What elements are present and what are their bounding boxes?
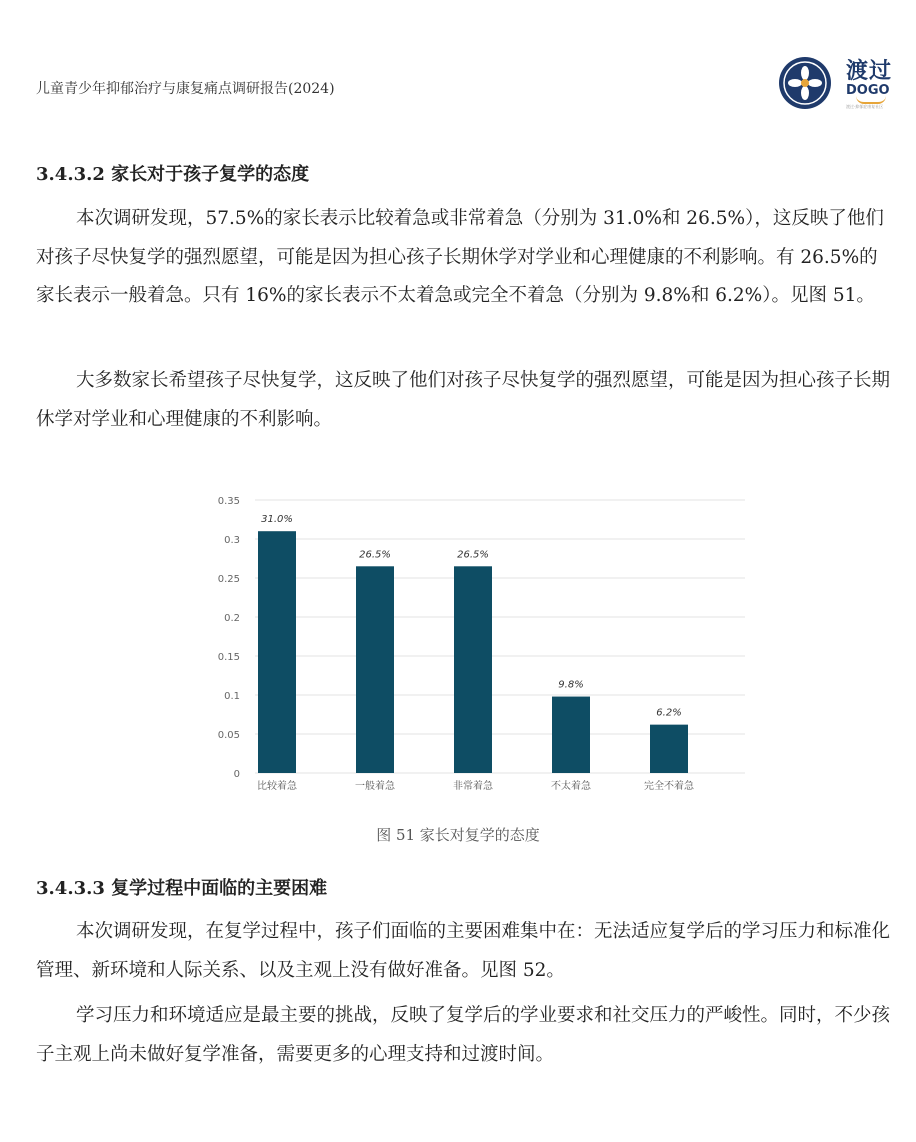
bar xyxy=(258,531,296,773)
y-tick-label: 0.25 xyxy=(217,574,240,585)
x-tick-label: 一般着急 xyxy=(355,781,395,792)
bar xyxy=(454,566,492,773)
logo-cn-text: 渡过 xyxy=(846,59,893,84)
paragraph-survey-findings: 本次调研发现，57.5%的家长表示比较着急或非常着急（分别为 31.0%和 26.5%），这反映了他们对孩子尽快复学的强烈愿望，可能是因为担心孩子长期休学对学业和心理健康的不利影响。有 26.5%的家长表示一般着急。只有 16%的家长表示不太着急或完全不着急（分别为 9.8%和 6.2%）。见图 51。 xyxy=(36,208,884,306)
chart-canvas xyxy=(160,465,750,810)
figure-caption: 图 51 家长对复学的态度 xyxy=(376,826,540,844)
y-tick-label: 0.15 xyxy=(217,652,240,663)
bar xyxy=(552,697,590,773)
bar xyxy=(650,725,688,773)
y-tick-label: 0.05 xyxy=(217,730,240,741)
y-tick-label: 0.1 xyxy=(224,691,240,702)
y-tick-label: 0.2 xyxy=(224,613,240,624)
paragraph-difficulties: 本次调研发现，在复学过程中，孩子们面临的主要困难集中在：无法适应复学后的学习压力和标准化管理、新环境和人际关系、以及主观上没有做好准备。见图 52。 xyxy=(36,921,891,981)
dogo-logo xyxy=(846,60,906,110)
logo-en-text: DOGO xyxy=(846,83,890,98)
section-heading-parent-attitude: 3.4.3.2 家长对于孩子复学的态度 xyxy=(36,164,310,185)
bar-value-label: 9.8% xyxy=(558,679,584,691)
bar xyxy=(356,566,394,773)
logo-tagline: 渡过·抑郁症康复社区 xyxy=(846,104,884,109)
y-tick-label: 0.3 xyxy=(224,535,240,546)
x-tick-label: 比较着急 xyxy=(257,781,297,792)
x-tick-label: 非常着急 xyxy=(453,781,493,792)
bar-value-label: 6.2% xyxy=(656,707,682,719)
bar-value-label: 26.5% xyxy=(359,549,391,561)
x-tick-label: 不太着急 xyxy=(551,781,591,792)
bar-chart xyxy=(160,465,750,810)
dogo-emblem-icon xyxy=(778,56,832,110)
bar-value-label: 26.5% xyxy=(457,549,489,561)
x-tick-label: 完全不着急 xyxy=(644,781,694,792)
paragraph-summary: 大多数家长希望孩子尽快复学，这反映了他们对孩子尽快复学的强烈愿望，可能是因为担心孩子长期休学对学业和心理健康的不利影响。 xyxy=(36,370,891,430)
bar-value-label: 31.0% xyxy=(261,514,293,526)
report-title: 儿童青少年抑郁治疗与康复痛点调研报告(2024) xyxy=(36,81,335,97)
y-tick-label: 0.35 xyxy=(217,496,240,507)
y-tick-label: 0 xyxy=(233,769,240,780)
paragraph-challenges: 学习压力和环境适应是最主要的挑战，反映了复学后的学业要求和社交压力的严峻性。同时，不少孩子主观上尚未做好复学准备，需要更多的心理支持和过渡时间。 xyxy=(36,1005,891,1065)
section-heading-return-difficulties: 3.4.3.3 复学过程中面临的主要困难 xyxy=(36,878,328,899)
